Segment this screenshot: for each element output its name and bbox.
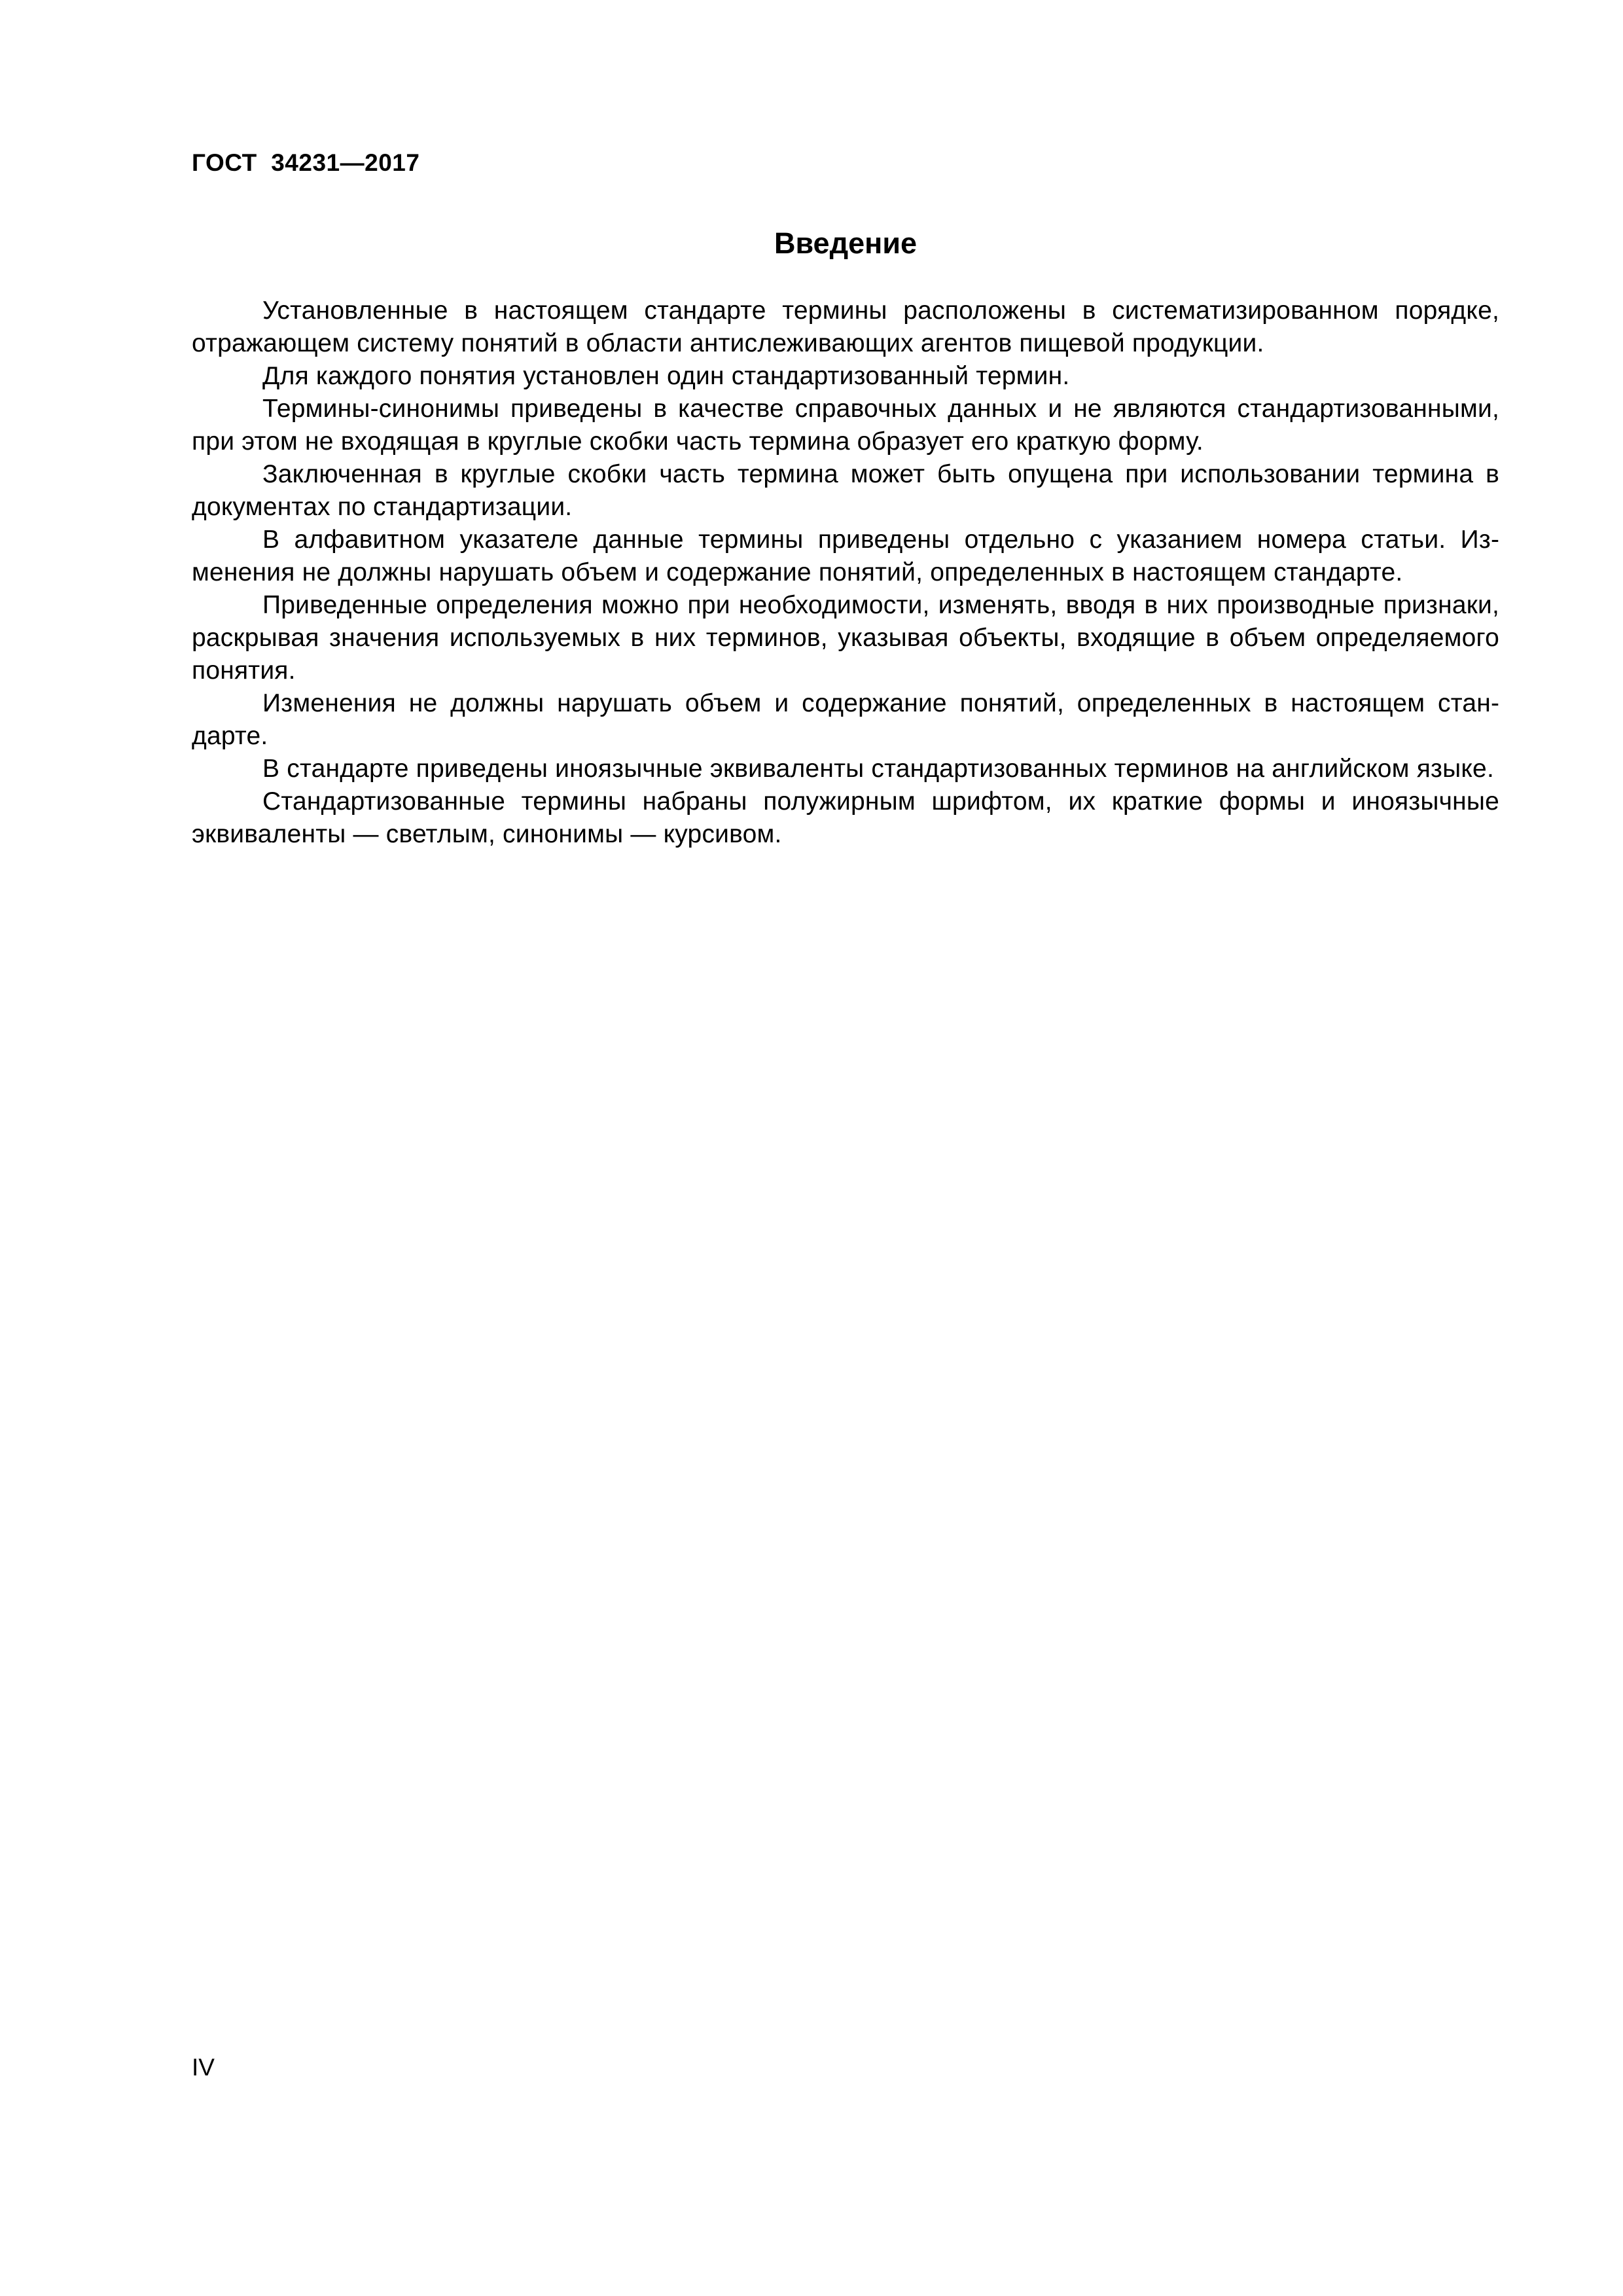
- section-title: Введение: [774, 226, 918, 260]
- paragraph: Изменения не должны нарушать объем и содержание понятий, определенных в настоящем стандарте.: [192, 689, 1499, 750]
- document-designation: ГОСТ 34231—2017: [192, 149, 420, 176]
- paragraph: Для каждого понятия установлен один стандартизованный термин.: [262, 362, 1070, 390]
- paragraph: В стандарте приведены иноязычные эквиваленты стандартизованных терминов на английском языке.: [262, 755, 1494, 783]
- page-number: IV: [192, 2054, 215, 2081]
- paragraph: Термины-синонимы приведены в качестве справочных данных и не являются стандартизованными, при этом не входящая в круглые скобки часть термина образует его краткую форму.: [192, 395, 1499, 456]
- paragraph: В алфавитном указателе данные термины приведены отдельно с указанием номера статьи. Изменения не должны нарушать объем и содержание понятий, определенных в настоящем стандарте.: [192, 526, 1499, 586]
- paragraph: Стандартизованные термины набраны полужирным шрифтом, их краткие формы и иноязычные эквиваленты — светлым, синонимы — курсивом.: [192, 787, 1499, 848]
- introduction-body: [192, 295, 1499, 851]
- paragraph: Заключенная в круглые скобки часть термина может быть опущена при использовании термина в документах по стандартизации.: [192, 460, 1499, 521]
- paragraph: Установленные в настоящем стандарте термины расположены в систематизированном порядке, отражающем систему понятий в области антислеживающих агентов пищевой продукции.: [192, 296, 1499, 357]
- paragraph: Приведенные определения можно при необходимости, изменять, вводя в них производные признаки, раскрывая значения используемых в них терминов, указывая объекты, входящие в объем определяемого понятия.: [192, 591, 1499, 685]
